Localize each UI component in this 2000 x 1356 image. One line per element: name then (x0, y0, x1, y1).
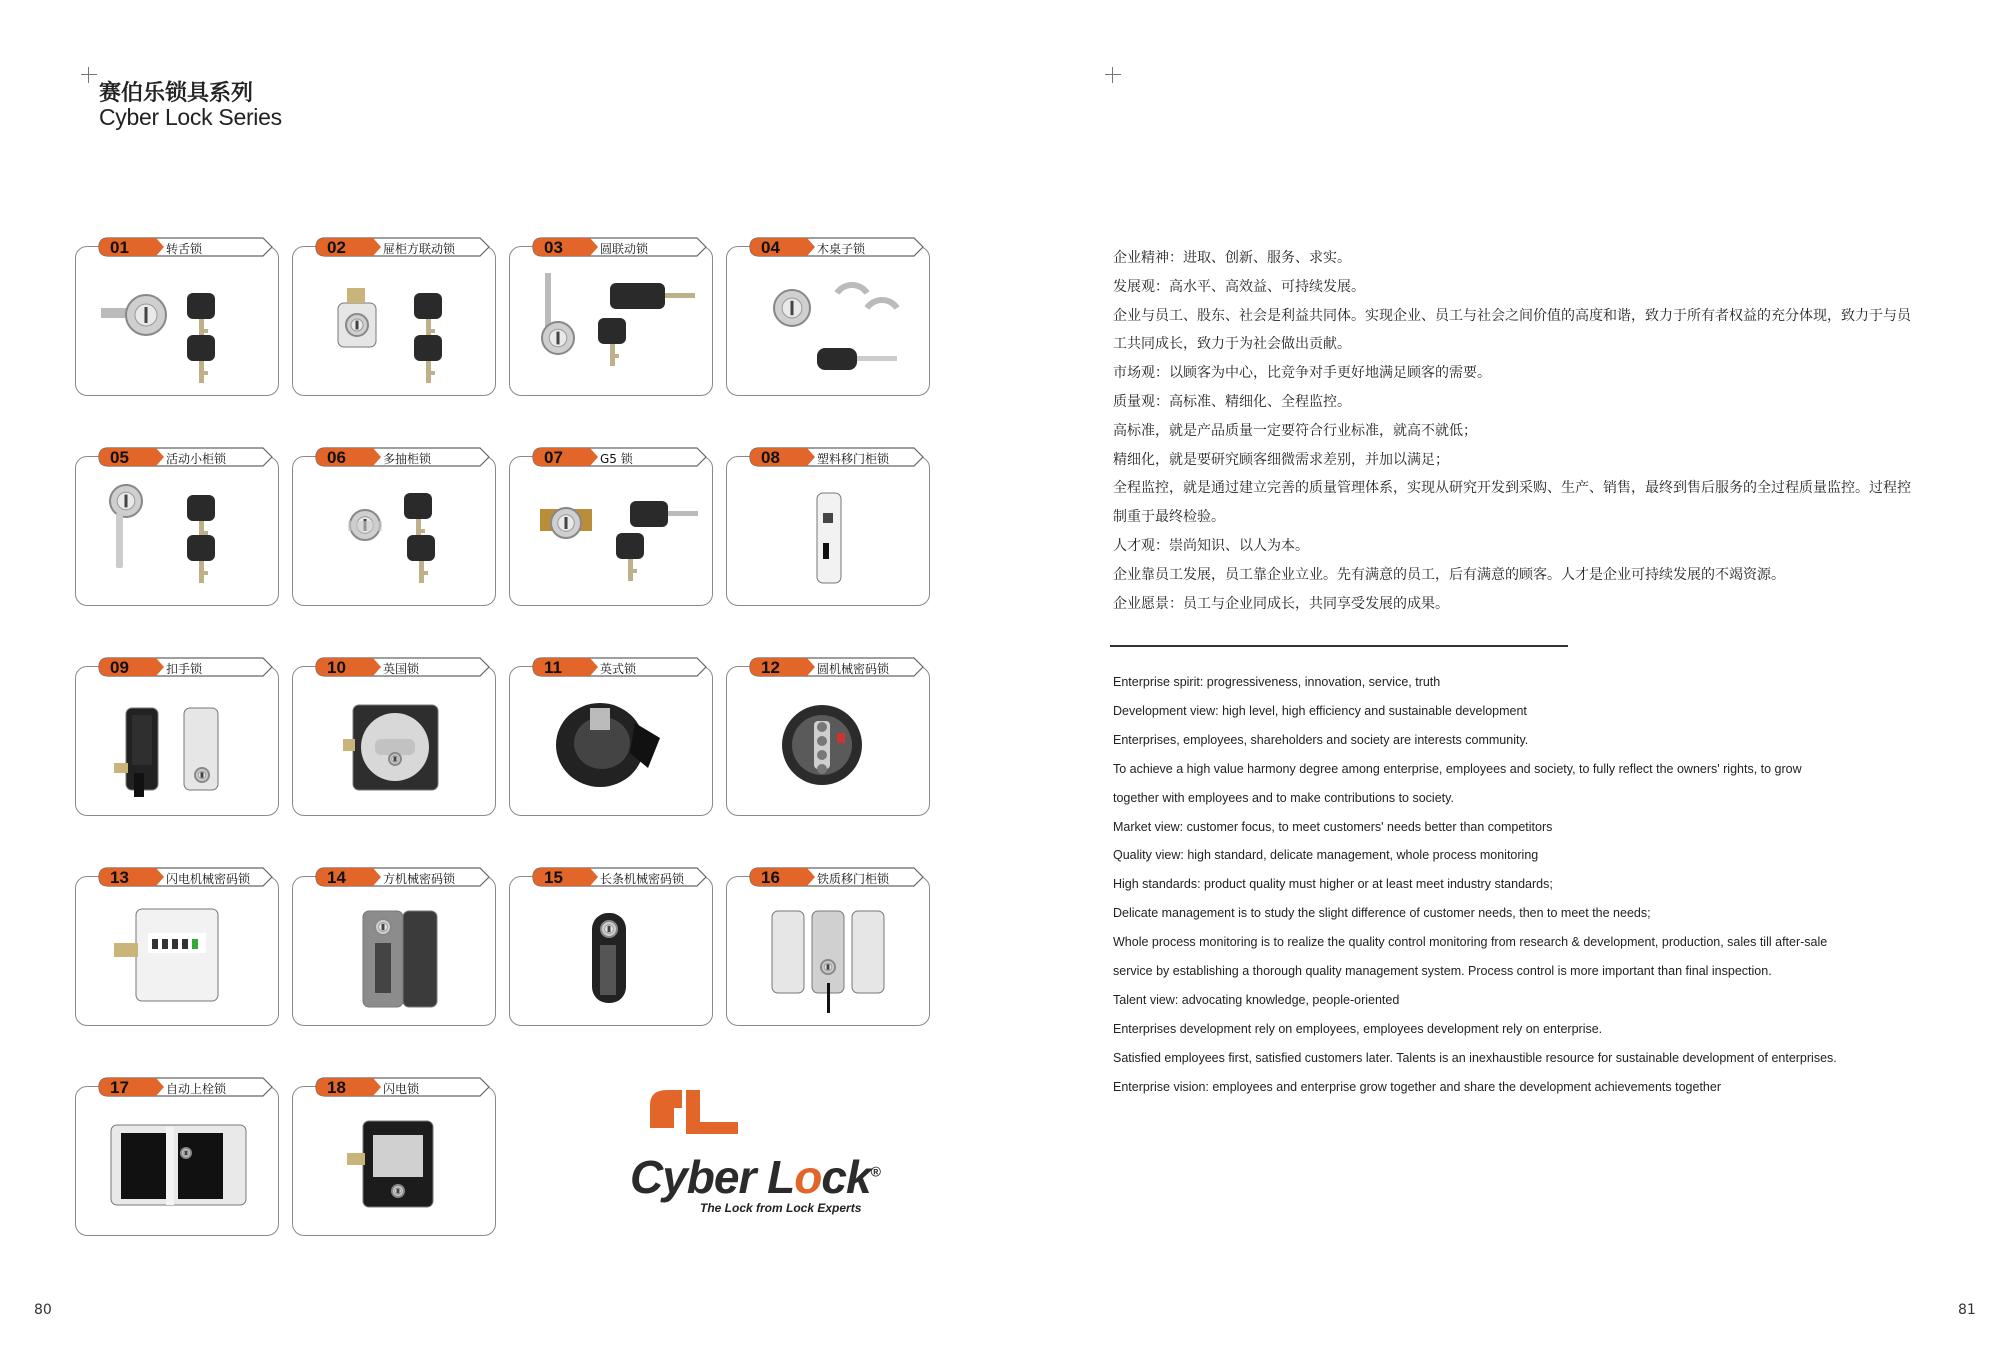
product-label-tab (315, 657, 490, 677)
product-card (509, 448, 713, 606)
values-en-line: Enterprise vision: employees and enterprise grow together and share the development achievements together (1113, 1079, 1721, 1094)
product-label-tab (315, 447, 490, 467)
values-en-line: Whole process monitoring is to realize the quality control monitoring from research & development, production, sales till after-sale (1113, 935, 1828, 950)
product-number: 17 (110, 1078, 129, 1097)
product-number: 06 (327, 448, 346, 467)
logo-tagline: The Lock from Lock Experts (700, 1201, 862, 1215)
values-en-line: Enterprises development rely on employees, employees development rely on enterprise. (1113, 1021, 1603, 1036)
section-divider (1110, 645, 1568, 647)
crop-mark-right (1105, 67, 1121, 83)
product-name: 活动小柜锁 (166, 452, 227, 466)
product-label-tab (98, 867, 273, 887)
product-name: 英式锁 (600, 662, 637, 676)
values-en-line: Satisfied employees first, satisfied customers later. Talents is an inexhaustible resource for sustainable development of enterprises. (1113, 1050, 1837, 1065)
values-en-line: Development view: high level, high efficiency and sustainable development (1113, 703, 1527, 718)
product-number: 14 (327, 868, 346, 887)
logo-registered-mark: ® (870, 1163, 880, 1180)
product-number: 09 (110, 658, 129, 677)
values-en-line: High standards: product quality must higher or at least meet industry standards; (1113, 877, 1553, 892)
crop-mark-left (81, 67, 97, 83)
product-number: 13 (110, 868, 129, 887)
logo-word-cyber: Cyber (630, 1151, 768, 1203)
product-name: 闪电机械密码锁 (166, 872, 251, 886)
page-number-left: 80 (34, 1302, 52, 1318)
values-cn-line: 制重于最终检验。 (1113, 509, 1225, 526)
product-name: 多抽柜锁 (383, 452, 432, 466)
square-drawer-lock-with-keys-icon (303, 263, 485, 387)
product-name: 英国锁 (383, 662, 420, 676)
handle-lock-icon (86, 683, 268, 807)
values-en-line: Quality view: high standard, delicate management, whole process monitoring (1113, 848, 1539, 863)
product-name: 转舌锁 (166, 242, 203, 256)
logo-word-ck: ck (821, 1151, 871, 1203)
values-cn-line: 高标准，就是产品质量一定要符合行业标准，就高不就低； (1113, 422, 1477, 439)
product-label-tab (749, 867, 924, 887)
product-number: 12 (761, 658, 780, 677)
product-name: 屉柜方联动锁 (383, 242, 456, 256)
values-en-line: Talent view: advocating knowledge, people-oriented (1113, 992, 1400, 1007)
flash-lock-icon (303, 1103, 485, 1227)
product-card (509, 658, 713, 816)
product-label-tab (749, 447, 924, 467)
wood-desk-lock-with-keys-icon (737, 263, 919, 387)
values-en-line: Delicate management is to study the slight difference of customer needs, then to meet the needs; (1113, 906, 1651, 921)
product-label-tab (532, 657, 707, 677)
product-card (509, 238, 713, 396)
product-name: G5 锁 (600, 452, 633, 466)
values-cn-line: 人才观：崇尚知识、以人为本。 (1113, 538, 1309, 554)
product-number: 05 (110, 448, 129, 467)
uk-lock-icon (303, 683, 485, 807)
product-name: 闪电锁 (383, 1082, 420, 1096)
product-card (726, 238, 930, 396)
multi-drawer-lock-with-keys-icon (303, 473, 485, 597)
product-label-tab (532, 447, 707, 467)
product-number: 11 (544, 658, 562, 677)
product-card (726, 868, 930, 1026)
product-label-tab (315, 867, 490, 887)
flash-mechanical-combination-lock-icon (86, 893, 268, 1017)
values-cn-line: 市场观：以顾客为中心，比竞争对手更好地满足顾客的需要。 (1113, 365, 1491, 382)
values-en-line: Market view: customer focus, to meet customers' needs better than competitors (1113, 819, 1553, 834)
logo-wordmark (630, 1150, 880, 1204)
product-label-tab (315, 1077, 490, 1097)
product-card (75, 868, 279, 1026)
product-number: 18 (327, 1078, 346, 1097)
product-name: 圆联动锁 (600, 242, 649, 256)
product-card (292, 868, 496, 1026)
product-name: 塑料移门柜锁 (817, 452, 890, 466)
product-label-tab (98, 237, 273, 257)
values-cn-line: 发展观：高水平、高效益、可持续发展。 (1113, 278, 1365, 295)
product-label-tab (532, 237, 707, 257)
product-card (75, 238, 279, 396)
product-label-tab (98, 447, 273, 467)
series-title-en: Cyber Lock Series (99, 104, 282, 130)
product-number: 10 (327, 658, 346, 677)
product-label-tab (315, 237, 490, 257)
product-label-tab (532, 867, 707, 887)
g5-lock-with-keys-icon (520, 473, 702, 597)
product-card (292, 658, 496, 816)
product-number: 03 (544, 238, 563, 257)
product-label-tab (98, 657, 273, 677)
product-name: 铁质移门柜锁 (817, 872, 890, 886)
values-cn-line: 企业靠员工发展，员工靠企业立业。先有满意的员工，后有满意的顾客。人才是企业可持续发展的不竭资源。 (1113, 566, 1785, 583)
values-cn-line: 企业与员工、股东、社会是利益共同体。实现企业、员工与社会之间价值的高度和谐，致力于所有者权益的充分体现，致力于与员 (1113, 307, 1911, 324)
product-number: 08 (761, 448, 780, 467)
values-en-line: together with employees and to make contributions to society. (1113, 790, 1454, 805)
british-style-lock-icon (520, 683, 702, 807)
product-card (292, 1078, 496, 1236)
series-title-cn: 赛伯乐锁具系列 (99, 81, 254, 106)
product-card (292, 238, 496, 396)
auto-latch-lock-icon (86, 1103, 268, 1227)
product-name: 扣手锁 (166, 662, 203, 676)
product-card (726, 658, 930, 816)
product-name: 圆机械密码锁 (817, 662, 890, 676)
round-mechanical-combination-lock-icon (737, 683, 919, 807)
values-cn-line: 企业愿景：员工与企业同成长，共同享受发展的成果。 (1113, 595, 1449, 612)
product-number: 15 (544, 868, 563, 887)
page-number-right: 81 (1958, 1302, 1976, 1318)
logo-letter-o: o (794, 1151, 822, 1203)
product-card (75, 1078, 279, 1236)
product-card (726, 448, 930, 606)
values-en-line: Enterprise spirit: progressiveness, innovation, service, truth (1113, 675, 1441, 689)
product-name: 方机械密码锁 (383, 872, 456, 886)
product-card (75, 448, 279, 606)
values-cn-line: 全程监控，就是通过建立完善的质量管理体系，实现从研究开发到采购、生产、销售，最终到售后服务的全过程质量监控。过程控 (1113, 480, 1911, 497)
product-name: 木桌子锁 (817, 242, 866, 256)
product-label-tab (749, 237, 924, 257)
round-linkage-lock-with-keys-icon (520, 263, 702, 387)
small-cabinet-lock-with-keys-icon (86, 473, 268, 597)
plastic-sliding-door-lock-icon (737, 473, 919, 597)
product-label-tab (98, 1077, 273, 1097)
product-label-tab (749, 657, 924, 677)
strip-mechanical-combination-lock-icon (520, 893, 702, 1017)
product-name: 长条机械密码锁 (600, 872, 685, 886)
product-card (509, 868, 713, 1026)
product-card (292, 448, 496, 606)
cam-lock-with-keys-icon (86, 263, 268, 387)
product-card (75, 658, 279, 816)
values-cn-line: 工共同成长，致力于为社会做出贡献。 (1113, 336, 1351, 353)
iron-sliding-door-lock-icon (737, 893, 919, 1017)
logo-letter-l: L (767, 1151, 795, 1203)
product-number: 16 (761, 868, 780, 887)
values-cn-line: 企业精神：进取、创新、服务、求实。 (1113, 250, 1351, 266)
product-number: 07 (544, 448, 563, 467)
square-mechanical-combination-lock-icon (303, 893, 485, 1017)
product-number: 04 (761, 238, 780, 257)
product-name: 自动上栓锁 (166, 1082, 227, 1096)
values-cn-line: 质量观：高标准、精细化、全程监控。 (1113, 394, 1351, 410)
values-en-line: service by establishing a thorough quality management system. Process control is more important than final inspection. (1113, 964, 1772, 978)
product-number: 02 (327, 238, 346, 257)
product-number: 01 (110, 238, 129, 257)
values-en-line: To achieve a high value harmony degree among enterprise, employees and society, to fully reflect the owners' rights, to grow (1113, 761, 1802, 776)
values-cn-line: 精细化，就是要研究顾客细微需求差别，并加以满足； (1113, 451, 1449, 468)
values-en-line: Enterprises, employees, shareholders and society are interests community. (1113, 732, 1529, 747)
